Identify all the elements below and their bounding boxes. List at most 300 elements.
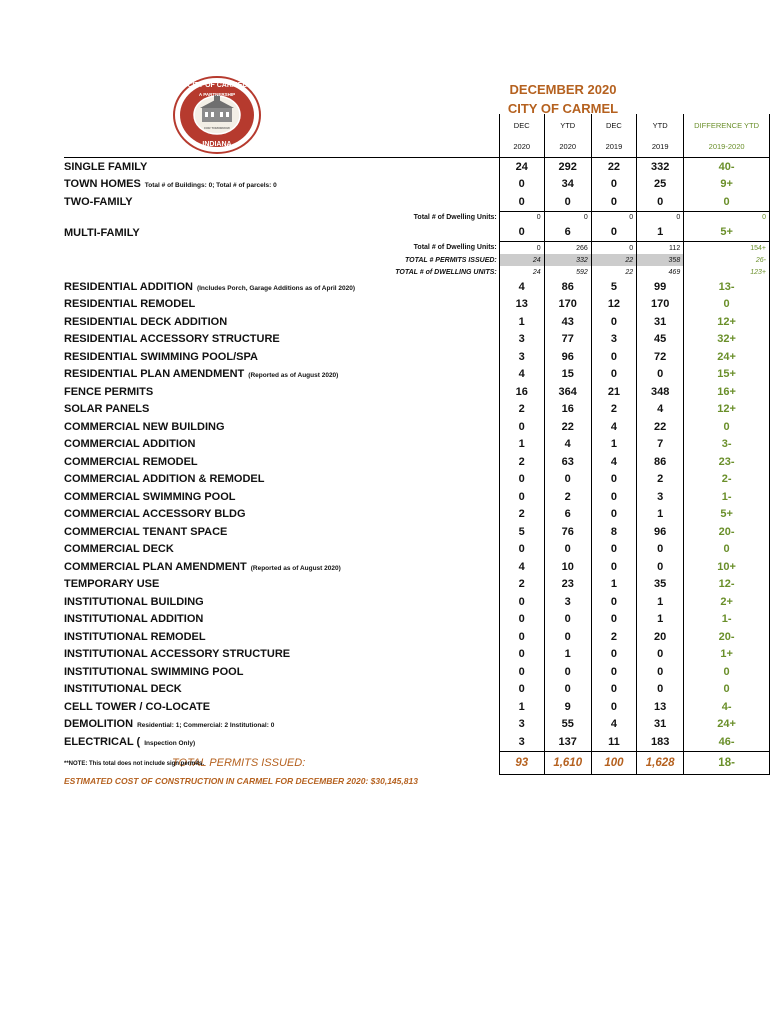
value-cell: 72 xyxy=(637,348,684,366)
value-cell: 3 xyxy=(499,348,544,366)
value-cell: 0 xyxy=(684,541,770,559)
value-cell: 8 xyxy=(591,523,636,541)
row-note: (Reported as of August 2020) xyxy=(248,372,339,380)
table-row xyxy=(64,663,770,681)
subtotal-value: 0 xyxy=(591,242,636,255)
row-note: Residential: 1; Commercial: 2 Institutional: 0 xyxy=(137,722,275,730)
row-label: INSTITUTIONAL ADDITION xyxy=(64,613,204,626)
value-cell: 16 xyxy=(544,401,591,419)
value-cell: 0 xyxy=(544,471,591,489)
value-cell: 4 xyxy=(499,366,544,384)
row-label-cell xyxy=(64,348,499,366)
column-header: DEC xyxy=(499,114,544,136)
value-cell: 20- xyxy=(684,523,770,541)
subtotal-row xyxy=(64,242,770,255)
value-cell: 86 xyxy=(544,278,591,296)
table-row xyxy=(64,193,770,211)
table-row xyxy=(64,593,770,611)
row-label-cell xyxy=(64,716,499,734)
column-header: YTD xyxy=(637,114,684,136)
value-cell: 12+ xyxy=(684,313,770,331)
value-cell: 0 xyxy=(637,663,684,681)
column-header: 2019-2020 xyxy=(684,136,770,158)
value-cell: 137 xyxy=(544,733,591,751)
table-row xyxy=(64,681,770,699)
table-row xyxy=(64,331,770,349)
value-cell: 2 xyxy=(544,488,591,506)
value-cell: 0 xyxy=(591,593,636,611)
row-label-cell xyxy=(64,541,499,559)
value-cell: 0 xyxy=(544,663,591,681)
table-row xyxy=(64,366,770,384)
header-spacer xyxy=(64,114,499,136)
row-label-cell xyxy=(64,628,499,646)
subtotal-value: 0 xyxy=(499,242,544,255)
value-cell: 99 xyxy=(637,278,684,296)
row-label: COMMERCIAL REMODEL xyxy=(64,455,198,468)
value-cell: 22 xyxy=(591,158,636,176)
row-label-cell xyxy=(64,296,499,314)
table-row xyxy=(64,453,770,471)
table-row xyxy=(64,313,770,331)
row-label-cell xyxy=(64,176,499,194)
value-cell: 0 xyxy=(637,558,684,576)
value-cell: 1 xyxy=(591,576,636,594)
subtotal-value: 22 xyxy=(591,254,636,266)
subtotal-value: 22 xyxy=(591,266,636,278)
row-label-cell xyxy=(64,471,499,489)
column-header: DEC xyxy=(591,114,636,136)
value-cell: 0 xyxy=(499,593,544,611)
value-cell: 0 xyxy=(591,646,636,664)
value-cell: 0 xyxy=(499,176,544,194)
table-row xyxy=(64,296,770,314)
row-note: Total # of Buildings: 0; Total # of parcels: 0 xyxy=(144,182,277,190)
value-cell: 10+ xyxy=(684,558,770,576)
row-label: INSTITUTIONAL SWIMMING POOL xyxy=(64,665,244,678)
column-header-row xyxy=(64,136,770,158)
row-label: TEMPORARY USE xyxy=(64,578,160,591)
total-value: 100 xyxy=(591,751,636,774)
value-cell: 13 xyxy=(499,296,544,314)
value-cell: 40- xyxy=(684,158,770,176)
row-label: SINGLE FAMILY xyxy=(64,160,148,173)
value-cell: 9+ xyxy=(684,176,770,194)
value-cell: 12 xyxy=(591,296,636,314)
subtotal-value: 592 xyxy=(544,266,591,278)
table-row xyxy=(64,541,770,559)
value-cell: 13 xyxy=(637,698,684,716)
value-cell: 1- xyxy=(684,488,770,506)
value-cell: 2- xyxy=(684,471,770,489)
row-label: INSTITUTIONAL REMODEL xyxy=(64,630,206,643)
value-cell: 1+ xyxy=(684,646,770,664)
value-cell: 20- xyxy=(684,628,770,646)
value-cell: 0 xyxy=(544,193,591,211)
row-label: INSTITUTIONAL ACCESSORY STRUCTURE xyxy=(64,648,291,661)
table-row xyxy=(64,488,770,506)
value-cell: 0 xyxy=(499,628,544,646)
value-cell: 1 xyxy=(637,506,684,524)
value-cell: 4 xyxy=(499,558,544,576)
seal-text-bottom: INDIANA xyxy=(202,141,232,148)
value-cell: 5 xyxy=(591,278,636,296)
value-cell: 292 xyxy=(544,158,591,176)
value-cell: 96 xyxy=(544,348,591,366)
subtotal-value: 26- xyxy=(684,254,770,266)
row-label: RESIDENTIAL REMODEL xyxy=(64,298,196,311)
table-row xyxy=(64,733,770,751)
row-label-cell xyxy=(64,193,499,211)
value-cell: 1 xyxy=(499,313,544,331)
value-cell: 32+ xyxy=(684,331,770,349)
footnote: **NOTE: This total does not include sign permits. xyxy=(64,761,205,767)
row-label: ELECTRICAL ( xyxy=(64,736,141,748)
row-label-cell xyxy=(64,313,499,331)
value-cell: 4 xyxy=(591,716,636,734)
row-label: RESIDENTIAL DECK ADDITION xyxy=(64,315,228,328)
row-note: (Includes Porch, Garage Additions as of April 2020) xyxy=(196,284,356,292)
value-cell: 23- xyxy=(684,453,770,471)
value-cell: 2 xyxy=(499,576,544,594)
row-label-cell xyxy=(64,698,499,716)
value-cell: 2 xyxy=(591,628,636,646)
value-cell: 21 xyxy=(591,383,636,401)
value-cell: 45 xyxy=(637,331,684,349)
estimated-construction-cost: ESTIMATED COST OF CONSTRUCTION IN CARMEL FOR DECEMBER 2020: $30,145,813 xyxy=(64,776,418,786)
subtotal-value: 469 xyxy=(637,266,684,278)
value-cell: 4 xyxy=(544,436,591,454)
value-cell: 24+ xyxy=(684,348,770,366)
row-label: COMMERCIAL TENANT SPACE xyxy=(64,525,228,538)
row-label-cell xyxy=(64,331,499,349)
row-label: COMMERCIAL PLAN AMENDMENT xyxy=(64,560,247,573)
table-row xyxy=(64,401,770,419)
value-cell: 0 xyxy=(499,646,544,664)
table-row xyxy=(64,158,770,176)
value-cell: 0 xyxy=(684,681,770,699)
table-row xyxy=(64,418,770,436)
subtotal-value: 332 xyxy=(544,254,591,266)
row-label: RESIDENTIAL PLAN AMENDMENT xyxy=(64,368,245,381)
row-label-cell xyxy=(64,418,499,436)
row-label: TOWN HOMES xyxy=(64,178,141,191)
row-label: COMMERCIAL ADDITION xyxy=(64,438,196,451)
value-cell: 22 xyxy=(637,418,684,436)
row-label-cell xyxy=(64,278,499,296)
subtotal-row xyxy=(64,211,770,224)
value-cell: 2 xyxy=(591,401,636,419)
subtotal-value: 24 xyxy=(499,266,544,278)
column-header: 2019 xyxy=(637,136,684,158)
subtotal-value: 0 xyxy=(637,211,684,224)
row-label-cell xyxy=(64,646,499,664)
row-label: INSTITUTIONAL DECK xyxy=(64,683,182,696)
value-cell: 364 xyxy=(544,383,591,401)
value-cell: 15 xyxy=(544,366,591,384)
row-note: (Reported as of August 2020) xyxy=(250,564,341,572)
value-cell: 25 xyxy=(637,176,684,194)
row-label-cell xyxy=(64,453,499,471)
value-cell: 0 xyxy=(499,471,544,489)
table-row xyxy=(64,471,770,489)
header-spacer xyxy=(64,136,499,158)
value-cell: 16+ xyxy=(684,383,770,401)
row-label-cell xyxy=(64,523,499,541)
table-row xyxy=(64,646,770,664)
value-cell: 170 xyxy=(637,296,684,314)
value-cell: 332 xyxy=(637,158,684,176)
value-cell: 0 xyxy=(591,193,636,211)
value-cell: 0 xyxy=(544,628,591,646)
total-value: 1,628 xyxy=(637,751,684,774)
seal-text-inner: FOR TOMORROW xyxy=(204,126,230,130)
table-row xyxy=(64,506,770,524)
value-cell: 3 xyxy=(499,733,544,751)
table-row xyxy=(64,698,770,716)
subtotal-value: 24 xyxy=(499,254,544,266)
value-cell: 63 xyxy=(544,453,591,471)
value-cell: 12- xyxy=(684,576,770,594)
value-cell: 31 xyxy=(637,313,684,331)
value-cell: 0 xyxy=(684,418,770,436)
value-cell: 1 xyxy=(637,593,684,611)
value-cell: 0 xyxy=(499,224,544,242)
value-cell: 2 xyxy=(499,453,544,471)
value-cell: 4 xyxy=(591,453,636,471)
value-cell: 0 xyxy=(591,541,636,559)
value-cell: 183 xyxy=(637,733,684,751)
value-cell: 3 xyxy=(544,593,591,611)
value-cell: 5+ xyxy=(684,506,770,524)
value-cell: 6 xyxy=(544,506,591,524)
subtotal-label: TOTAL # of DWELLING UNITS: xyxy=(395,268,497,276)
table-row xyxy=(64,611,770,629)
value-cell: 0 xyxy=(544,541,591,559)
value-cell: 0 xyxy=(591,471,636,489)
subtotal-value: 358 xyxy=(637,254,684,266)
row-label: DEMOLITION xyxy=(64,718,134,731)
value-cell: 46- xyxy=(684,733,770,751)
subtotal-label: Total # of Dwelling Units: xyxy=(413,213,497,221)
report-title-month: DECEMBER 2020 xyxy=(509,82,617,97)
row-label: FENCE PERMITS xyxy=(64,385,154,398)
row-label-cell xyxy=(64,366,499,384)
row-label: COMMERCIAL NEW BUILDING xyxy=(64,420,225,433)
row-label: COMMERCIAL SWIMMING POOL xyxy=(64,490,236,503)
subtotal-value: 0 xyxy=(684,211,770,224)
value-cell: 15+ xyxy=(684,366,770,384)
row-label-cell xyxy=(64,593,499,611)
column-header-row xyxy=(64,114,770,136)
value-cell: 0 xyxy=(499,611,544,629)
value-cell: 5 xyxy=(499,523,544,541)
table-row xyxy=(64,224,770,242)
subtotal-row xyxy=(64,266,770,278)
value-cell: 170 xyxy=(544,296,591,314)
subtotal-value: 266 xyxy=(544,242,591,255)
subtotal-value: 0 xyxy=(591,211,636,224)
row-label-cell xyxy=(64,488,499,506)
row-label-cell xyxy=(64,611,499,629)
subtotal-value: 154+ xyxy=(684,242,770,255)
value-cell: 96 xyxy=(637,523,684,541)
value-cell: 2 xyxy=(499,506,544,524)
subtotal-value: 0 xyxy=(499,211,544,224)
value-cell: 0 xyxy=(637,646,684,664)
value-cell: 0 xyxy=(591,488,636,506)
seal-text-top: CITY OF CARMEL xyxy=(187,82,247,89)
subtotal-value: 0 xyxy=(544,211,591,224)
row-label-cell xyxy=(64,158,499,176)
table-row xyxy=(64,278,770,296)
table-row xyxy=(64,523,770,541)
value-cell: 0 xyxy=(499,418,544,436)
total-value: 18- xyxy=(684,751,770,774)
value-cell: 9 xyxy=(544,698,591,716)
row-label: TWO-FAMILY xyxy=(64,196,133,208)
value-cell: 0 xyxy=(591,348,636,366)
value-cell: 0 xyxy=(684,193,770,211)
value-cell: 1 xyxy=(637,611,684,629)
row-label-cell xyxy=(64,733,499,751)
value-cell: 24+ xyxy=(684,716,770,734)
column-header: 2020 xyxy=(499,136,544,158)
value-cell: 1 xyxy=(499,698,544,716)
value-cell: 1 xyxy=(591,436,636,454)
value-cell: 1- xyxy=(684,611,770,629)
row-label-cell xyxy=(64,436,499,454)
value-cell: 0 xyxy=(499,541,544,559)
value-cell: 77 xyxy=(544,331,591,349)
value-cell: 11 xyxy=(591,733,636,751)
row-label-cell xyxy=(64,576,499,594)
table-row xyxy=(64,576,770,594)
value-cell: 0 xyxy=(544,611,591,629)
row-label: MULTI-FAMILY xyxy=(64,226,140,239)
value-cell: 0 xyxy=(637,366,684,384)
total-value: 93 xyxy=(499,751,544,774)
value-cell: 0 xyxy=(591,698,636,716)
value-cell: 0 xyxy=(499,488,544,506)
value-cell: 0 xyxy=(591,366,636,384)
subtotal-row xyxy=(64,254,770,266)
row-label: RESIDENTIAL SWIMMING POOL/SPA xyxy=(64,350,258,363)
value-cell: 2+ xyxy=(684,593,770,611)
row-note: Inspection Only) xyxy=(144,740,196,747)
value-cell: 1 xyxy=(544,646,591,664)
value-cell: 0 xyxy=(499,681,544,699)
value-cell: 0 xyxy=(499,663,544,681)
report-title-city: CITY OF CARMEL xyxy=(507,101,619,116)
value-cell: 24 xyxy=(499,158,544,176)
value-cell: 3- xyxy=(684,436,770,454)
value-cell: 3 xyxy=(499,331,544,349)
table-row xyxy=(64,716,770,734)
table-row xyxy=(64,348,770,366)
value-cell: 0 xyxy=(637,193,684,211)
row-label-cell xyxy=(64,506,499,524)
row-label: CELL TOWER / CO-LOCATE xyxy=(64,700,211,713)
value-cell: 4 xyxy=(499,278,544,296)
value-cell: 0 xyxy=(591,506,636,524)
row-label: RESIDENTIAL ADDITION xyxy=(64,280,193,293)
subtotal-value: 123+ xyxy=(684,266,770,278)
table-row xyxy=(64,436,770,454)
value-cell: 0 xyxy=(544,681,591,699)
value-cell: 3 xyxy=(499,716,544,734)
permit-report-table xyxy=(64,114,770,775)
table-row xyxy=(64,628,770,646)
value-cell: 76 xyxy=(544,523,591,541)
value-cell: 0 xyxy=(591,313,636,331)
value-cell: 12+ xyxy=(684,401,770,419)
value-cell: 35 xyxy=(637,576,684,594)
value-cell: 4- xyxy=(684,698,770,716)
table-row xyxy=(64,558,770,576)
value-cell: 4 xyxy=(637,401,684,419)
row-label-cell xyxy=(64,558,499,576)
total-label: TOTAL PERMITS ISSUED: xyxy=(172,756,306,769)
column-header: DIFFERENCE YTD xyxy=(684,114,770,136)
row-label: COMMERCIAL DECK xyxy=(64,543,174,556)
table-row xyxy=(64,383,770,401)
column-header: 2020 xyxy=(544,136,591,158)
value-cell: 13- xyxy=(684,278,770,296)
total-value: 1,610 xyxy=(544,751,591,774)
row-label: SOLAR PANELS xyxy=(64,403,150,416)
value-cell: 55 xyxy=(544,716,591,734)
column-header: 2019 xyxy=(591,136,636,158)
value-cell: 6 xyxy=(544,224,591,242)
value-cell: 348 xyxy=(637,383,684,401)
value-cell: 0 xyxy=(591,558,636,576)
table-row xyxy=(64,176,770,194)
value-cell: 3 xyxy=(591,331,636,349)
subtotal-label: Total # of Dwelling Units: xyxy=(413,244,497,252)
row-label: RESIDENTIAL ACCESSORY STRUCTURE xyxy=(64,333,280,346)
row-label-cell xyxy=(64,401,499,419)
subtotal-label: TOTAL # PERMITS ISSUED: xyxy=(404,256,497,264)
value-cell: 4 xyxy=(591,418,636,436)
value-cell: 86 xyxy=(637,453,684,471)
row-label: INSTITUTIONAL BUILDING xyxy=(64,595,204,608)
value-cell: 1 xyxy=(637,224,684,242)
permit-report-body xyxy=(64,114,770,774)
row-label: COMMERCIAL ACCESSORY BLDG xyxy=(64,508,246,521)
value-cell: 0 xyxy=(684,296,770,314)
value-cell: 31 xyxy=(637,716,684,734)
value-cell: 0 xyxy=(637,681,684,699)
value-cell: 0 xyxy=(591,224,636,242)
value-cell: 0 xyxy=(591,176,636,194)
value-cell: 0 xyxy=(591,663,636,681)
value-cell: 10 xyxy=(544,558,591,576)
value-cell: 34 xyxy=(544,176,591,194)
row-label: COMMERCIAL ADDITION & REMODEL xyxy=(64,473,265,486)
value-cell: 2 xyxy=(637,471,684,489)
value-cell: 23 xyxy=(544,576,591,594)
value-cell: 20 xyxy=(637,628,684,646)
column-header: YTD xyxy=(544,114,591,136)
row-label-cell xyxy=(64,224,499,242)
row-label-cell xyxy=(64,383,499,401)
value-cell: 22 xyxy=(544,418,591,436)
value-cell: 1 xyxy=(499,436,544,454)
seal-text-mid: A PARTNERSHIP xyxy=(198,92,236,97)
row-label-cell xyxy=(64,681,499,699)
value-cell: 3 xyxy=(637,488,684,506)
